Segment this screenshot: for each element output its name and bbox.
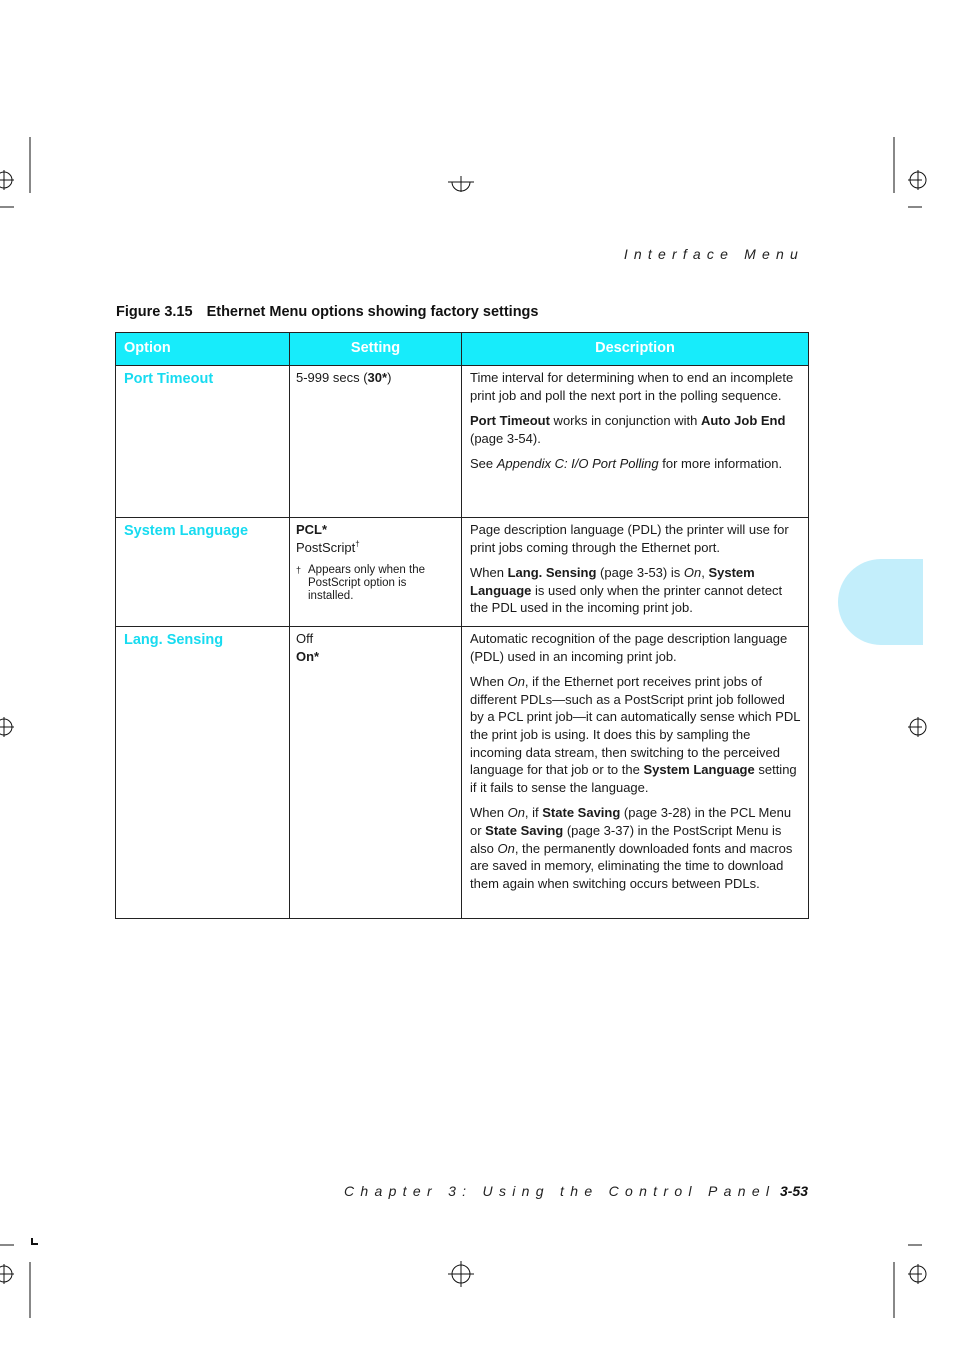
description-paragraph: Page description language (PDL) the printer will use for print jobs coming through the Ethernet port. [470, 522, 789, 555]
option-name: Lang. Sensing [124, 632, 224, 648]
dagger-mark: † [355, 539, 360, 549]
description-cell [462, 627, 809, 919]
description-paragraph: When Lang. Sensing (page 3-53) is On, System Language is used only when the printer cannot detect the PDL used in the incoming print job. [470, 565, 783, 616]
description-cell [462, 366, 809, 518]
table-row-system-language [116, 518, 809, 627]
table-row-lang-sensing [116, 627, 809, 919]
default-value: 30* [367, 370, 388, 385]
description-paragraph: Time interval for determining when to end an incomplete print job and poll the next port in the polling sequence. [470, 370, 794, 403]
header-description: Description [462, 333, 809, 366]
description-paragraph: When On, if the Ethernet port receives print jobs of different PDLs—such as a PostScript print job followed by a PCL print job—it can automatically sense which PDL the print job is using. It does this by sampling the incoming data stream, then switching to the perceived language for that job or to the System Language setting if it fails to sense the language. [470, 674, 800, 795]
option-name: System Language [124, 523, 249, 539]
setting-cell [290, 627, 462, 919]
setting-cell: 5-999 secs (30*) [290, 366, 462, 518]
setting-value: Off [296, 631, 314, 646]
option-name: Port Timeout [124, 371, 214, 387]
figure-number: Figure 3.15 [116, 304, 193, 320]
setting-footnote: † Appears only when the PostScript option is installed. [296, 564, 425, 603]
default-value: PCL* [296, 522, 328, 537]
description-paragraph: When On, if State Saving (page 3-28) in the PCL Menu or State Saving (page 3-37) in the PostScript Menu is also On, the permanently downloaded fonts and macros are saved in memory, eliminating the time to download them again when switching occurs between PDLs. [470, 805, 793, 891]
running-head: Interface Menu [623, 246, 804, 262]
figure-caption [116, 304, 538, 320]
setting-value: PostScript† [296, 539, 360, 555]
page-number: 3-53 [779, 1183, 808, 1199]
chapter-tab-marker [838, 559, 923, 645]
option-cell [116, 366, 290, 518]
option-cell [116, 518, 290, 627]
header-option: Option [116, 333, 290, 366]
figure-title: Ethernet Menu options showing factory settings [206, 304, 539, 320]
description-paragraph: Automatic recognition of the page description language (PDL) used in an incoming print job. [470, 631, 788, 664]
description-cell [462, 518, 809, 627]
header-setting: Setting [290, 333, 462, 366]
default-value: On* [296, 648, 320, 664]
ethernet-menu-table [115, 332, 809, 919]
description-paragraph: See Appendix C: I/O Port Polling for more information. [470, 456, 783, 472]
table-row-port-timeout [116, 366, 809, 518]
chapter-footer: Chapter 3: Using the Control Panel [344, 1183, 776, 1199]
option-cell [116, 627, 290, 919]
table-header-row [116, 333, 809, 366]
setting-cell [290, 518, 462, 627]
description-paragraph: Port Timeout works in conjunction with Auto Job End (page 3-54). [470, 413, 786, 446]
